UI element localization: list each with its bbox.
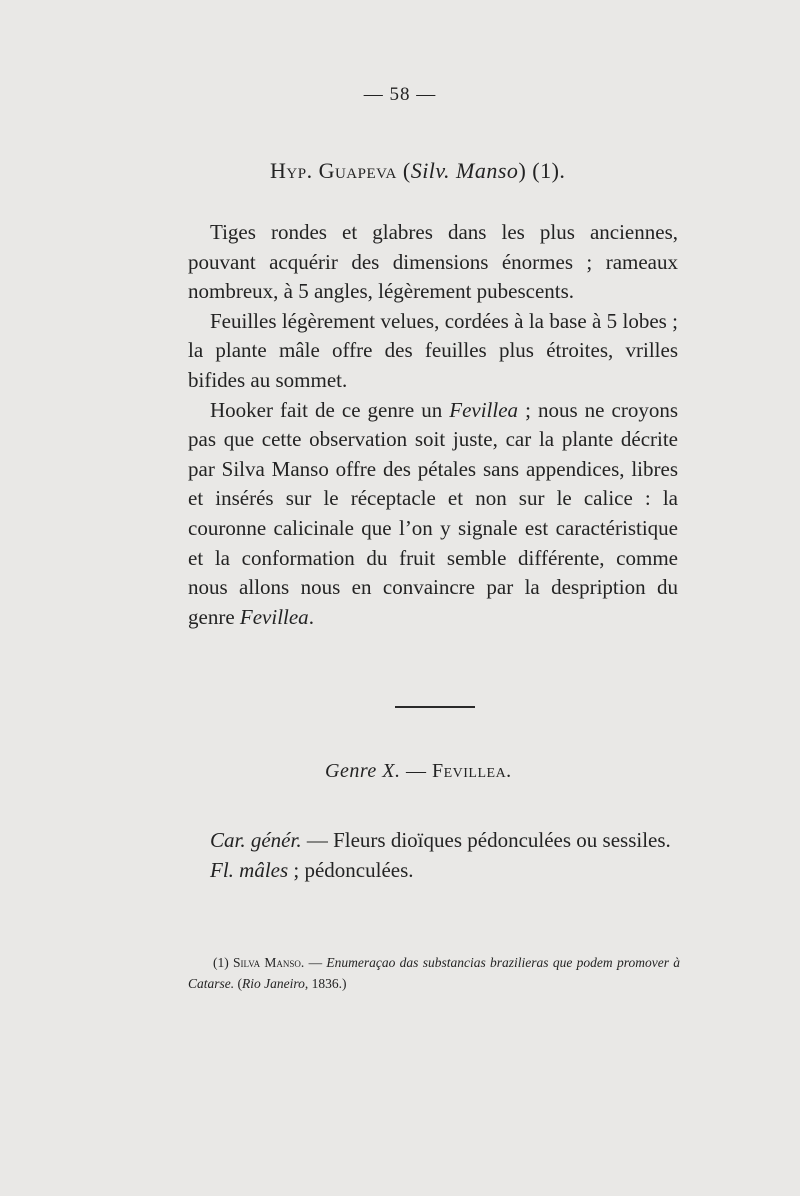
page-number: — 58 — bbox=[363, 84, 437, 105]
male-flowers-label: Fl. mâles bbox=[210, 857, 289, 882]
footnote-dash: — bbox=[304, 955, 327, 970]
footnote-author: Silva Manso. bbox=[233, 955, 305, 970]
characters-general bbox=[188, 826, 678, 856]
genre-heading bbox=[325, 760, 512, 783]
footnote-place: Rio Janeiro bbox=[242, 976, 305, 991]
genre-characters bbox=[188, 826, 678, 885]
species-heading bbox=[270, 158, 565, 184]
description-text bbox=[188, 218, 678, 632]
genre-dash: — bbox=[400, 760, 432, 782]
genre-label: Genre X. bbox=[325, 760, 401, 782]
footnote-year: , 1836.) bbox=[304, 976, 347, 991]
genre-name: Fevillea. bbox=[431, 760, 512, 782]
male-flowers bbox=[188, 856, 678, 886]
characters-general-label: Car. génér. bbox=[210, 828, 302, 852]
paragraph-stems: Tiges rondes et glabres dans les plus anciennes, pouvant acquérir des dimensions énormes ; rameaux nombreux, à 5 angles, légèrement pubescents. bbox=[188, 220, 678, 304]
footnote-marker: (1) bbox=[213, 955, 234, 970]
heading-abbr: Hyp. bbox=[270, 158, 313, 183]
section-divider bbox=[395, 706, 475, 708]
footnote-title: Enumeraçao das substancias brazilieras que podem promover à Catarse. bbox=[188, 955, 681, 991]
footnote-place-open: ( bbox=[234, 976, 243, 991]
heading-note-ref: (1). bbox=[532, 158, 566, 183]
footnote-text bbox=[188, 952, 680, 994]
heading-authority: Silv. Manso bbox=[410, 158, 519, 183]
paragraph-hooker bbox=[188, 396, 678, 633]
male-flowers-text: ; pédonculées. bbox=[288, 857, 414, 882]
heading-name: Guapeva bbox=[318, 158, 397, 183]
paragraph-hooker-text-2: ; nous ne croyons pas que cette observation soit juste, car la plante décrite par Silva Manso offre des pétales sans appendices, libres et insérés sur le réceptacle et non sur le calice : la couronne calicinale que l’on y signale est caractéristique et la conformation du fruit semble différente, comme nous allons nous en convaincre par la despription du genre bbox=[188, 397, 678, 629]
paragraph-leaves: Feuilles légèrement velues, cordées à la base à 5 lobes ; la plante mâle offre des feuilles plus étroites, vrilles bifides au sommet. bbox=[188, 308, 678, 392]
footnote bbox=[188, 952, 680, 994]
paragraph-hooker-genus-2: Fevillea bbox=[239, 604, 309, 629]
heading-authority-open: ( bbox=[402, 158, 411, 183]
paragraph-hooker-text-3: . bbox=[308, 604, 314, 629]
heading-authority-close: ) bbox=[518, 158, 527, 183]
characters-general-text: — Fleurs dioïques pédonculées ou sessiles. bbox=[301, 828, 671, 852]
paragraph-hooker-text-1: Hooker fait de ce genre un bbox=[210, 397, 450, 422]
paragraph-hooker-genus-1: Fevillea bbox=[449, 397, 519, 422]
